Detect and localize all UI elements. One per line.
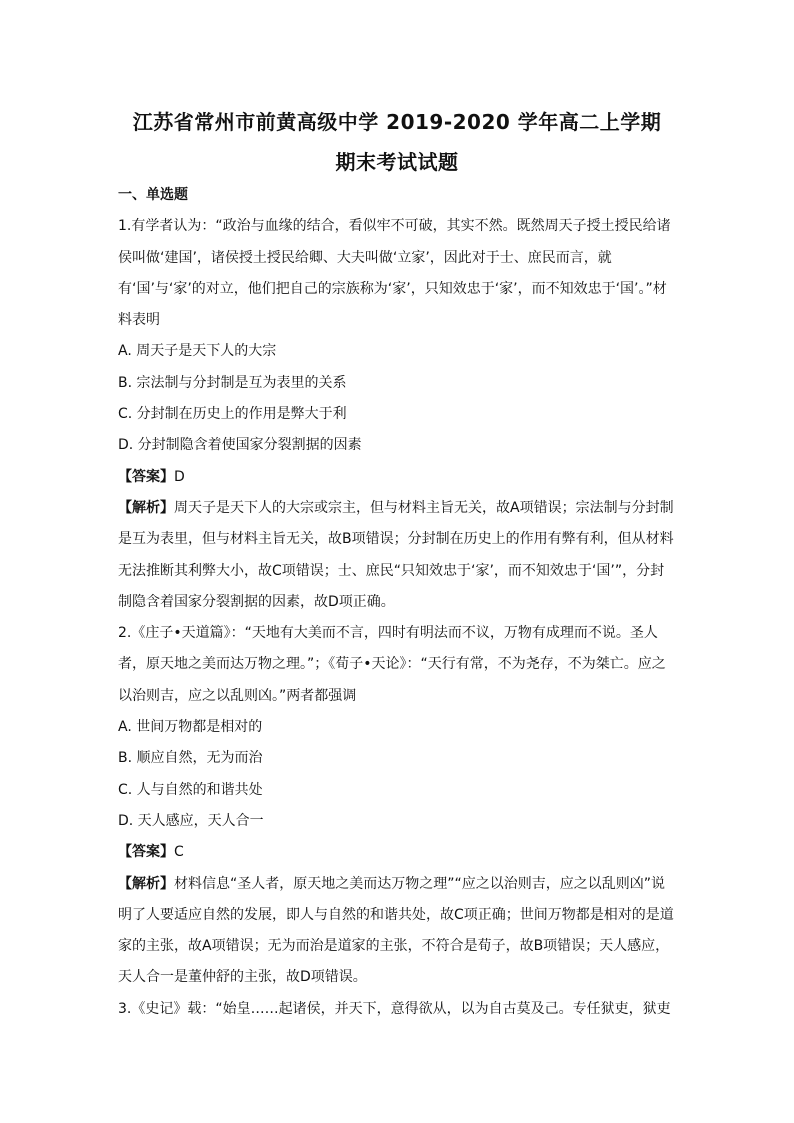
question-1-option-b: B. 宗法制与分封制是互为表里的关系 — [118, 374, 347, 391]
question-2-option-c: C. 人与自然的和谐共处 — [118, 781, 263, 798]
question-2-option-d: D. 天人感应，天人合一 — [118, 812, 264, 829]
question-2-answer — [118, 837, 678, 868]
question-1-option-c: C. 分封制在历史上的作用是弊大于利 — [118, 406, 347, 423]
question-1-answer — [118, 462, 678, 493]
question-2-option-b: B. 顺应自然，无为而治 — [118, 750, 263, 767]
question-2-option-a: A. 世间万物都是相对的 — [118, 719, 263, 736]
question-1-analysis-text: 周天子是天下人的大宗或宗主，但与材料主旨无关，故A项错误；宗法制与分封制是互为表里，但与材料主旨无关，故B项错误；分封制在历史上的作用有弊有利，但从材料无法推断其利弊大小，故C项错误；士、庶民“只知效忠于‘家’，而不知效忠于‘国’”，分封制隐含着国家分裂割据的因素，故D项正确。 — [118, 499, 674, 610]
question-2-analysis-text: 材料信息“圣人者，原天地之美而达万物之理”“应之以治则吉，应之以乱则凶”说明了人要适应自然的发展，即人与自然的和谐共处，故C项正确；世间万物都是相对的是道家的主张，故A项错误；无为而治是道家的主张，不符合是荀子，故B项错误；天人感应，天人合一是董仲舒的主张，故D项错误。 — [118, 875, 674, 986]
document-title-line-2: 期末考试试题 — [335, 150, 459, 174]
section-heading: 一、单选题 — [118, 187, 188, 203]
question-2-analysis — [118, 869, 678, 994]
question-1-option-d: D. 分封制隐含着使国家分裂割据的因素 — [118, 437, 362, 454]
document-title-line-1: 江苏省常州市前黄高级中学 2019-2020 学年高二上学期 — [132, 110, 662, 134]
analysis-tag: 【解析】 — [118, 499, 174, 516]
question-1-stem: 1.有学者认为：“政治与血缘的结合，看似牢不可破，其实不然。既然周天子授土授民给诸侯叫做‘建国’，诸侯授土授民给卿、大夫叫做‘立家’，因此对于士、庶民而言，就有‘国’与‘家’的对立，他们把自己的宗族称为‘家’，只知效忠于‘家’，而不知效忠于‘国’。”材料表明 — [118, 218, 671, 329]
analysis-tag: 【解析】 — [118, 875, 174, 892]
answer-tag: 【答案】 — [118, 468, 174, 485]
question-3-stem: 3.《史记》载：“始皇……起诸侯，并天下，意得欲从，以为自古莫及己。专任狱吏，狱吏 — [118, 1000, 671, 1017]
question-1-answer-value: D — [174, 468, 185, 485]
question-1-option-a: A. 周天子是天下人的大宗 — [118, 343, 277, 360]
question-1-analysis — [118, 493, 678, 618]
document-body — [118, 180, 678, 1025]
question-2-stem: 2.《庄子•天道篇》：“天地有大美而不言，四时有明法而不议，万物有成理而不说。圣人者，原天地之美而达万物之理。”；《荀子•天论》：“天行有常，不为尧存，不为桀亡。应之以治则吉，应之以乱则凶。”两者都强调 — [118, 625, 666, 704]
question-2-answer-value: C — [174, 844, 184, 861]
answer-tag: 【答案】 — [118, 844, 174, 861]
